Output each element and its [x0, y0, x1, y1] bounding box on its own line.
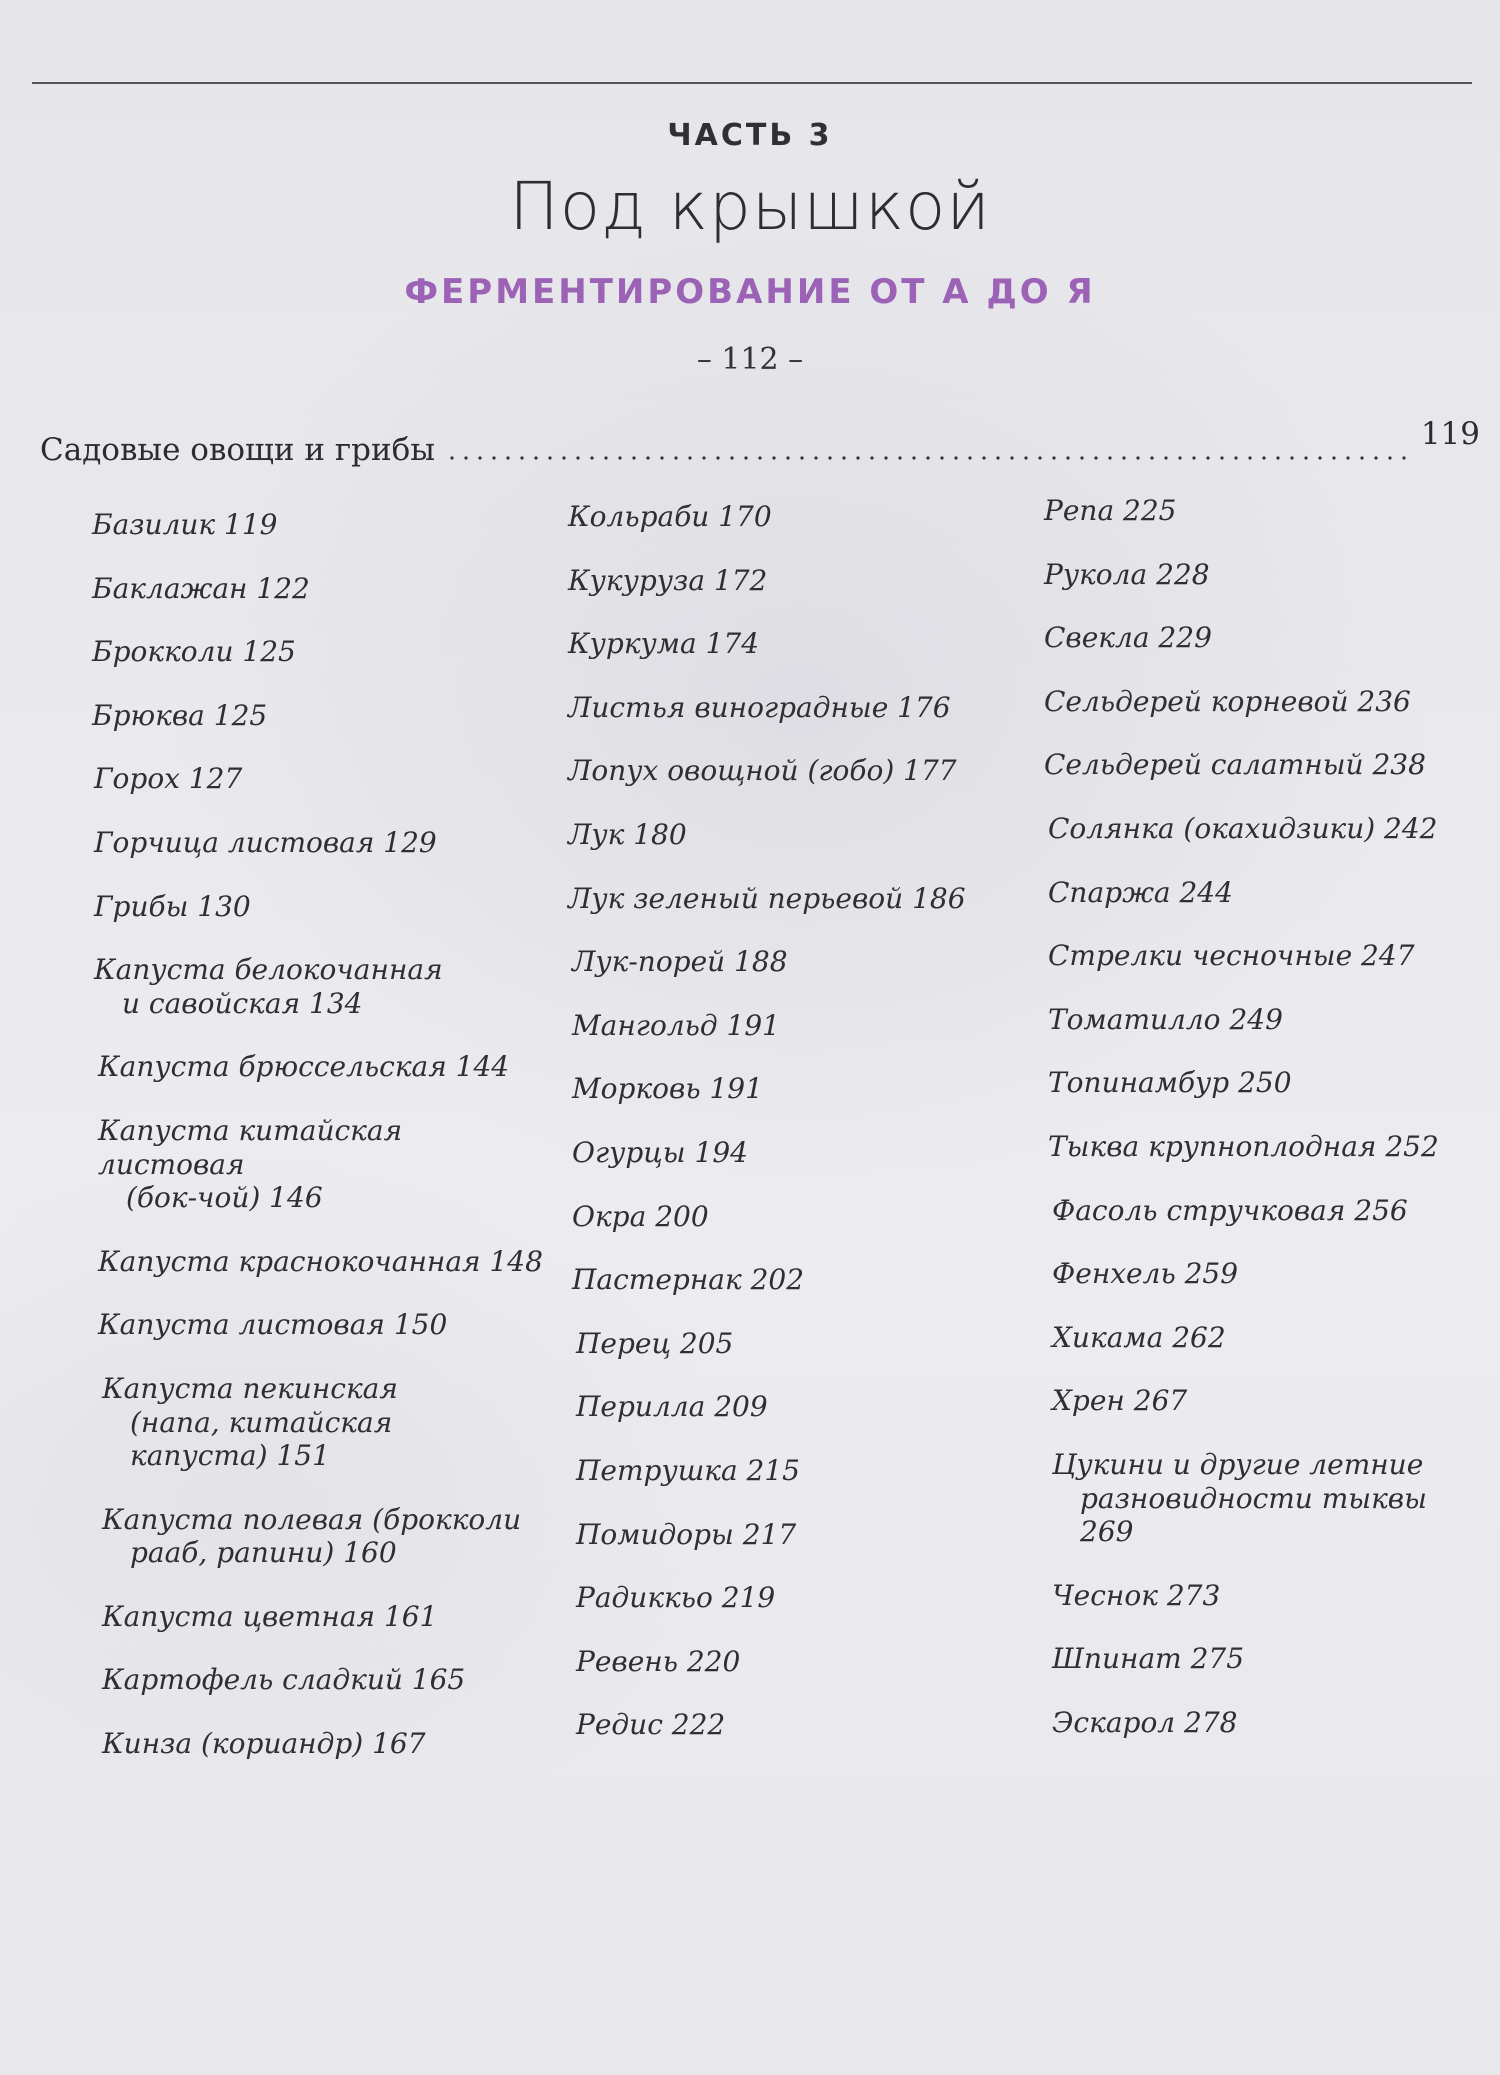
index-entry	[92, 635, 552, 669]
page-reference: – 112 –	[696, 342, 804, 377]
index-entry	[1048, 1066, 1464, 1100]
toc-leader-dots	[445, 456, 1411, 460]
index-entry-text: Кольраби 170	[568, 500, 772, 533]
index-entry-text: Чеснок 273	[1052, 1578, 1221, 1612]
part-label: ЧАСТЬ 3	[667, 118, 833, 153]
index-entry	[1048, 1130, 1464, 1164]
index-entry	[1044, 494, 1464, 528]
index-entry-text: Хрен 267	[1052, 1384, 1188, 1418]
index-entry	[1048, 876, 1464, 910]
index-entry-text: Лук зеленый перьевой 186	[568, 881, 966, 915]
index-entry	[92, 508, 552, 542]
index-entry-text: Кукуруза 172	[568, 563, 768, 597]
index-entry	[576, 1581, 1028, 1615]
index-entry-text: Редис 222	[576, 1708, 726, 1742]
index-entry-text: Куркума 174	[568, 627, 760, 661]
index-entry-text: Шпинат 275	[1052, 1642, 1245, 1676]
index-entry-text: Томатилло 249	[1048, 1002, 1283, 1036]
index-entry-text: Солянка (окахидзики) 242	[1048, 811, 1438, 845]
toc-label: Садовые овощи и грибы	[40, 432, 435, 468]
index-entry-text: Сельдерей корневой 236	[1044, 684, 1411, 718]
index-entry-text: Рукола 228	[1044, 557, 1210, 591]
index-entry-text: Грибы 130	[94, 889, 251, 923]
index-entry	[1044, 685, 1464, 719]
index-entry-text: Окра 200	[572, 1199, 709, 1233]
index-entry-text: Цукини и другие летние	[1052, 1447, 1424, 1481]
index-entry-continuation: капуста) 151	[130, 1439, 330, 1473]
toc-line	[40, 416, 1480, 468]
part-title: Под крышкой	[509, 168, 991, 245]
index-entry	[1052, 1706, 1464, 1740]
index-entry	[102, 1663, 552, 1697]
index-entry	[572, 1072, 1028, 1106]
index-entry	[1052, 1642, 1464, 1676]
index-entry	[568, 818, 1028, 852]
section-title: ФЕРМЕНТИРОВАНИЕ ОТ А ДО Я	[404, 272, 1096, 312]
index-entry-text: Лопух овощной (гобо) 177	[568, 754, 957, 788]
index-entry	[102, 1727, 552, 1761]
index-entry-text: Эскарол 278	[1052, 1705, 1238, 1739]
index-entry	[1044, 558, 1464, 592]
index-entry	[1052, 1448, 1464, 1549]
index-entry-text: Помидоры 217	[576, 1517, 797, 1551]
index-entry-text: Капуста китайская листовая	[98, 1113, 403, 1181]
index-entry-text: Тыква крупноплодная 252	[1048, 1129, 1439, 1163]
index-entry	[568, 691, 1028, 725]
index-entry-text: Свекла 229	[1044, 621, 1212, 655]
index-entry	[1052, 1384, 1464, 1418]
index-entry	[98, 1308, 552, 1342]
index-entry	[1044, 748, 1464, 782]
index-entry	[1044, 621, 1464, 655]
index-entry-continuation: рааб, рапини) 160	[130, 1536, 397, 1570]
index-entry	[1052, 1257, 1464, 1291]
index-entry-text: Пастернак 202	[572, 1263, 805, 1297]
index-entry	[572, 1009, 1028, 1043]
index-entry	[568, 754, 1028, 788]
index-entry-continuation: (напа, китайская	[130, 1405, 393, 1439]
index-entry	[102, 1503, 552, 1570]
index-entry-text: Капуста пекинская	[102, 1371, 398, 1405]
index-entry	[102, 1600, 552, 1634]
index-entry-text: Капуста полевая (брокколи	[102, 1502, 522, 1536]
index-entry	[1048, 812, 1464, 846]
index-column-3	[1044, 494, 1464, 1769]
index-entry	[98, 1245, 552, 1279]
index-entry-text: Брокколи 125	[92, 635, 296, 669]
index-entry-text: Капуста брюссельская 144	[98, 1050, 510, 1084]
index-entry-text: Спаржа 244	[1048, 875, 1233, 909]
index-entry	[572, 1136, 1028, 1170]
index-entry	[572, 1263, 1028, 1297]
index-entry	[576, 1518, 1028, 1552]
index-entry-text: Горчица листовая 129	[94, 825, 437, 859]
index-entry-text: Капуста цветная 161	[102, 1599, 438, 1633]
index-entry-text: Капуста листовая 150	[98, 1308, 448, 1342]
index-entry	[92, 572, 552, 606]
index-entry-text: Картофель сладкий 165	[102, 1663, 466, 1697]
index-entry-text: Огурцы 194	[572, 1135, 748, 1169]
index-entry	[98, 1050, 552, 1084]
index-entry-text: Радиккьо 219	[576, 1581, 776, 1615]
index-entry	[92, 699, 552, 733]
index-entry	[572, 1200, 1028, 1234]
index-entry	[568, 882, 1028, 916]
index-entry-text: Перилла 209	[576, 1390, 768, 1424]
index-entry-text: Морковь 191	[572, 1072, 763, 1106]
index-entry	[568, 500, 1028, 534]
index-entry-text: Брюква 125	[92, 698, 268, 732]
index-entry-text: Хикама 262	[1052, 1320, 1226, 1354]
index-entry	[1052, 1194, 1464, 1228]
index-entry	[568, 627, 1028, 661]
index-entry-text: Перец 205	[576, 1326, 734, 1360]
index-entry	[576, 1708, 1028, 1742]
index-entry-text: Сельдерей салатный 238	[1044, 748, 1426, 782]
index-entry-text: Баклажан 122	[92, 571, 310, 605]
index-entry-text: Кинза (кориандр) 167	[102, 1727, 426, 1761]
index-column-1	[92, 508, 552, 1791]
index-entry-text: Фенхель 259	[1052, 1257, 1239, 1291]
index-entry	[98, 1114, 552, 1215]
index-entry-text: Фасоль стручковая 256	[1052, 1193, 1408, 1227]
index-entry	[1048, 1003, 1464, 1037]
index-entry-text: Капуста краснокочанная 148	[98, 1244, 543, 1278]
index-entry-text: Листья виноградные 176	[568, 690, 951, 724]
index-entry-continuation: (бок-чой) 146	[126, 1181, 323, 1215]
index-entry	[1052, 1579, 1464, 1613]
header-rule	[32, 82, 1472, 84]
index-entry-text: Капуста белокочанная	[94, 953, 443, 987]
index-entry	[576, 1645, 1028, 1679]
index-entry-text: Ревень 220	[576, 1644, 741, 1678]
index-entry	[102, 1372, 552, 1473]
index-entry	[94, 890, 552, 924]
index-entry-text: Петрушка 215	[576, 1453, 800, 1487]
index-entry-text: Топинамбур 250	[1048, 1066, 1292, 1100]
index-entry	[1048, 939, 1464, 973]
index-entry	[576, 1327, 1028, 1361]
index-entry	[572, 945, 1028, 979]
index-entry-text: Лук-порей 188	[572, 945, 788, 979]
index-entry-text: Стрелки чесночные 247	[1048, 939, 1415, 973]
index-entry	[94, 826, 552, 860]
index-entry-text: Горох 127	[94, 762, 243, 796]
index-entry-text: Репа 225	[1044, 494, 1177, 527]
toc-page-number: 119	[1420, 416, 1480, 452]
index-entry-text: Мангольд 191	[572, 1008, 780, 1042]
index-entry	[576, 1390, 1028, 1424]
index-entry	[568, 564, 1028, 598]
index-entry	[1052, 1321, 1464, 1355]
index-column-2	[568, 500, 1028, 1772]
index-entry	[94, 762, 552, 796]
index-entry-text: Лук 180	[568, 817, 687, 851]
index-entry-continuation: разновидности тыквы 269	[1080, 1481, 1427, 1549]
index-entry	[94, 953, 552, 1020]
index-entry-text: Базилик 119	[92, 508, 278, 541]
index-entry-continuation: и савойская 134	[122, 986, 363, 1020]
index-entry	[576, 1454, 1028, 1488]
